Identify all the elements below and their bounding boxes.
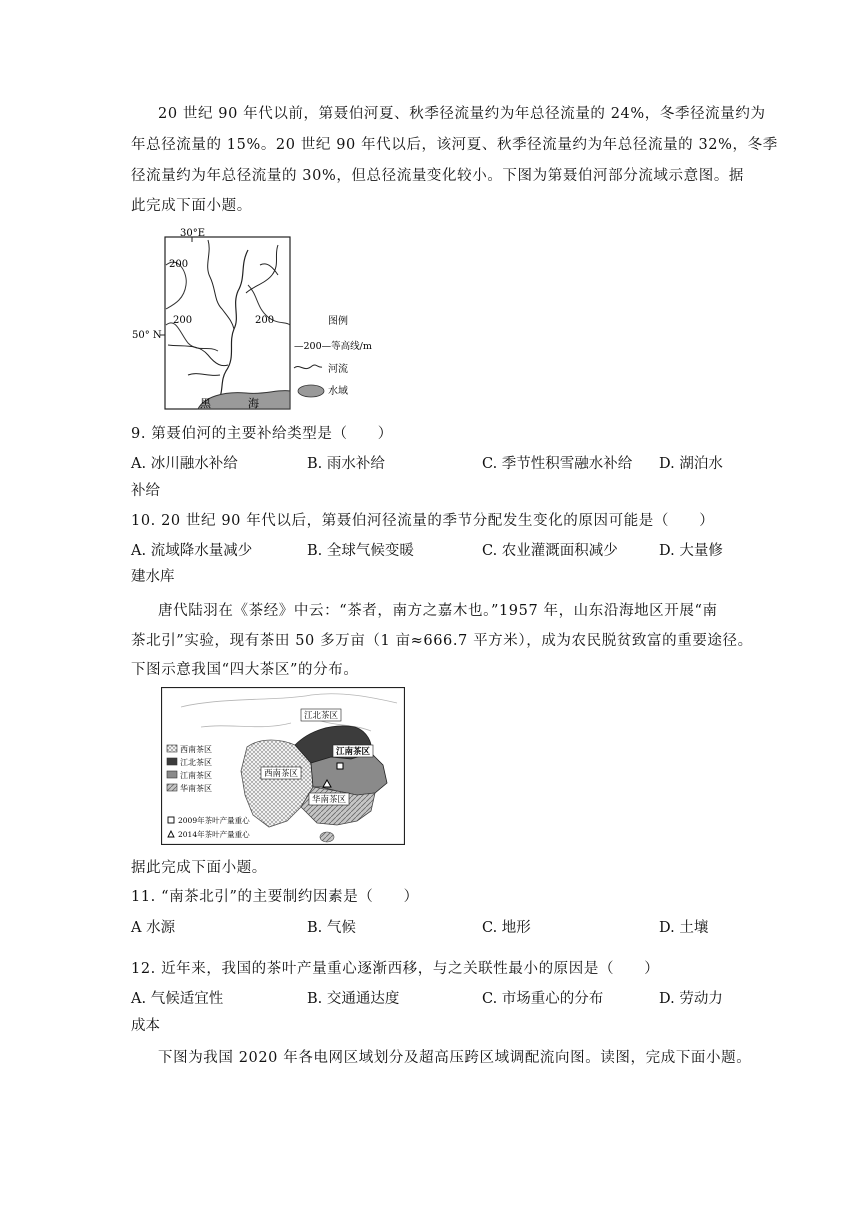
legend-water-symbol xyxy=(298,385,324,397)
q12-option-d-cont: 成本 xyxy=(131,1018,160,1034)
legend-center-2009: 2009年茶叶产量重心 xyxy=(178,816,250,825)
q11-option-d[interactable]: D. 土壤 xyxy=(659,920,709,936)
passage1-line-2: 年总径流量的 15%。20 世纪 90 年代以后，该河夏、秋季径流量约为年总径流量的 32%，冬季 xyxy=(131,137,778,153)
after-map2-text: 据此完成下面小题。 xyxy=(131,860,267,876)
q10-option-a[interactable]: A. 流域降水量减少 xyxy=(131,543,253,559)
china-tea-regions-map xyxy=(161,687,405,845)
q12-option-d[interactable]: D. 劳动力 xyxy=(659,991,723,1007)
legend-contour: —200—等高线/m xyxy=(294,341,372,352)
passage3-line: 下图为我国 2020 年各电网区域划分及超高压跨区域调配流向图。读图，完成下面小题。 xyxy=(158,1050,752,1066)
passage2-line-2: 茶北引”实验，现有茶田 50 多万亩（1 亩≈666.7 平方米），成为农民脱贫致富的重要途径。 xyxy=(131,633,753,649)
contour-label: 200 xyxy=(173,315,193,326)
label-xinan: 西南茶区 xyxy=(264,769,299,779)
center-2009-marker xyxy=(337,763,343,769)
label-jiangbei: 江北茶区 xyxy=(304,711,339,721)
contour-label: 200 xyxy=(255,315,275,326)
q10-option-c[interactable]: C. 农业灌溉面积减少 xyxy=(482,543,618,559)
legend-jiangbei: 江北茶区 xyxy=(180,758,212,767)
legend-water: 水域 xyxy=(328,386,348,397)
q11-option-c[interactable]: C. 地形 xyxy=(482,920,531,936)
q10-stem: 10. 20 世纪 90 年代以后，第聂伯河径流量的季节分配发生变化的原因可能是（ ） xyxy=(131,513,715,529)
q9-option-d-cont: 补给 xyxy=(131,483,160,499)
q12-option-c[interactable]: C. 市场重心的分布 xyxy=(482,991,604,1007)
q11-option-a[interactable]: A 水源 xyxy=(131,920,176,936)
passage1-line-4: 此完成下面小题。 xyxy=(131,198,252,214)
q11-option-b[interactable]: B. 气候 xyxy=(307,920,356,936)
q10-option-b[interactable]: B. 全球气候变暖 xyxy=(307,543,414,559)
q12-option-a[interactable]: A. 气候适宜性 xyxy=(131,991,224,1007)
q9-option-d[interactable]: D. 湖泊水 xyxy=(659,456,723,472)
q9-option-b[interactable]: B. 雨水补给 xyxy=(307,456,385,472)
contour-label: 200 xyxy=(169,259,189,270)
passage2-line-1: 唐代陆羽在《茶经》中云：“茶者，南方之嘉木也。”1957 年，山东沿海地区开展“南 xyxy=(158,603,718,619)
label-huanan: 华南茶区 xyxy=(312,795,347,805)
q10-option-d-cont: 建水库 xyxy=(131,569,175,585)
q9-stem: 9. 第聂伯河的主要补给类型是（ ） xyxy=(131,426,393,442)
q11-stem: 11. “南茶北引”的主要制约因素是（ ） xyxy=(131,889,419,905)
label-jiangnan: 江南茶区 xyxy=(336,747,371,757)
q12-stem: 12. 近年来，我国的茶叶产量重心逐渐西移，与之关联性最小的原因是（ ） xyxy=(131,961,660,977)
legend-xinan: 西南茶区 xyxy=(180,745,212,754)
sea-label-hai: 海 xyxy=(248,397,259,410)
passage2-line-3: 下图示意我国“四大茶区”的分布。 xyxy=(131,662,359,678)
legend-title: 图例 xyxy=(328,316,348,327)
hainan-island xyxy=(320,832,334,842)
legend-river-symbol xyxy=(294,365,322,369)
dnieper-basin-map xyxy=(128,225,418,415)
passage1-line-3: 径流量约为年总径流量的 30%，但总径流量变化较小。下图为第聂伯河部分流域示意图。据 xyxy=(131,168,745,184)
q9-option-c[interactable]: C. 季节性积雪融水补给 xyxy=(482,456,633,472)
q10-option-d[interactable]: D. 大量修 xyxy=(659,543,723,559)
legend-center-2014: 2014年茶叶产量重心 xyxy=(178,830,250,839)
latitude-label: 50° N xyxy=(132,330,162,341)
q9-option-a[interactable]: A. 冰川融水补给 xyxy=(131,456,238,472)
sea-label-hei: 黑 xyxy=(200,397,211,410)
legend-huanan: 华南茶区 xyxy=(180,784,212,793)
q12-option-b[interactable]: B. 交通通达度 xyxy=(307,991,400,1007)
legend-jiangnan: 江南茶区 xyxy=(180,771,212,780)
longitude-label: 30°E xyxy=(180,228,206,239)
passage1-line-1: 20 世纪 90 年代以前，第聂伯河夏、秋季径流量约为年总径流量的 24%，冬季径流量约为 xyxy=(158,106,766,122)
legend-river: 河流 xyxy=(328,364,348,375)
